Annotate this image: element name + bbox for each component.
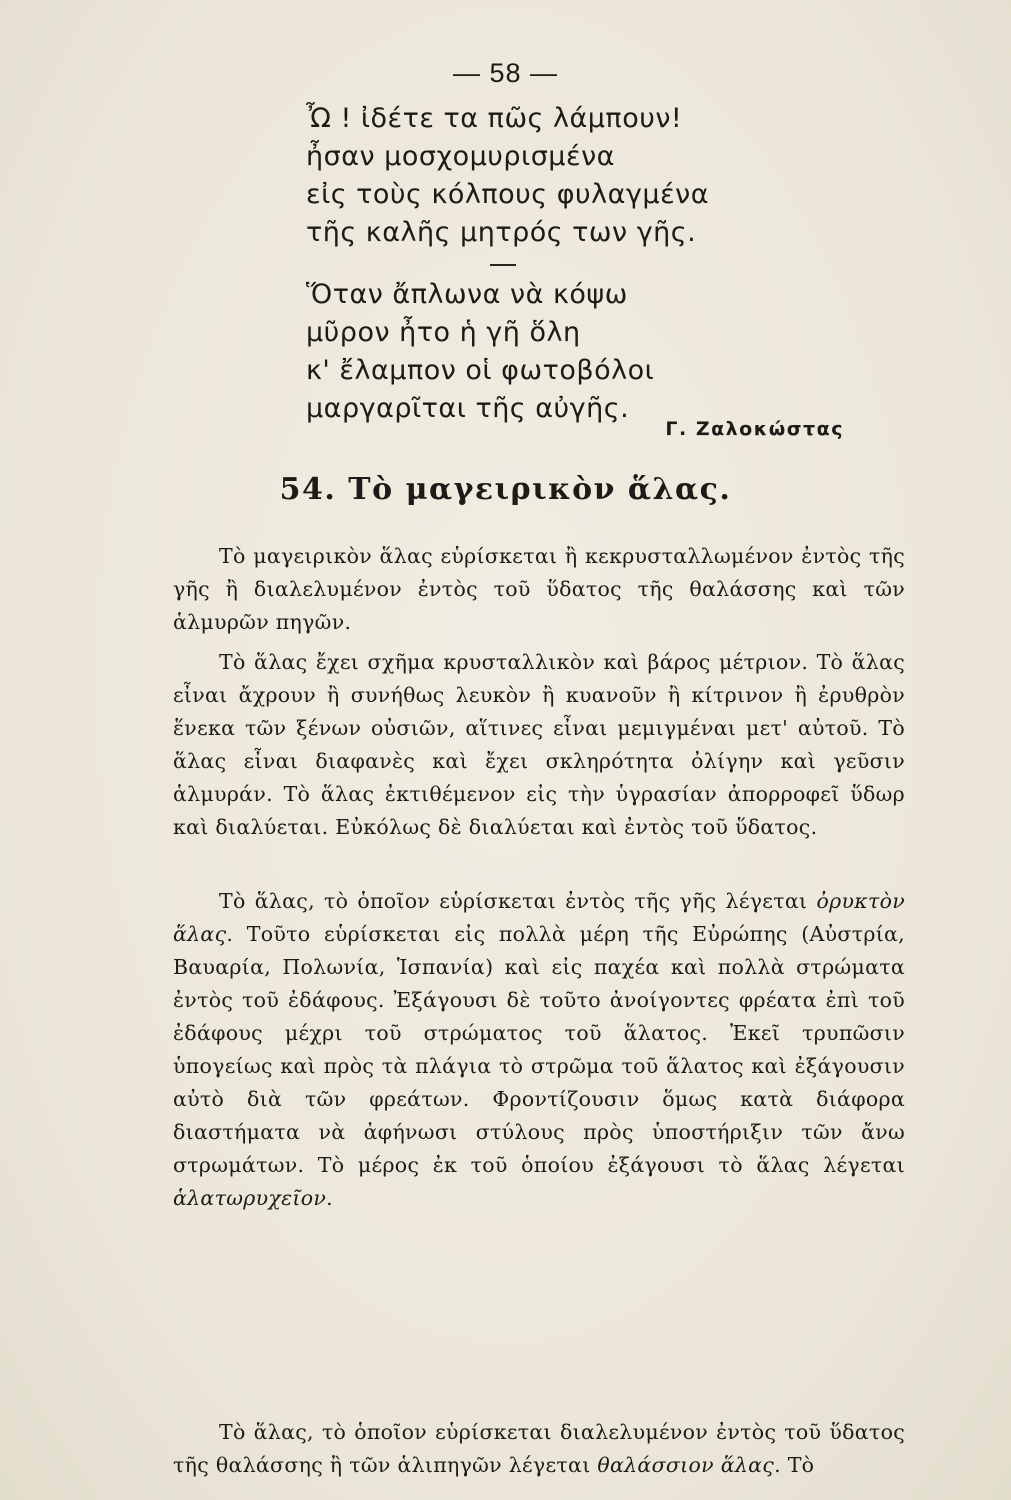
- paragraph-4: [173, 1416, 905, 1482]
- poem-line: εἰς τοὺς κόλπους φυλαγμένα: [306, 179, 710, 210]
- poem-author: Γ. Ζαλοκώστας: [665, 418, 844, 440]
- poem-line: μῦρον ἦτο ἡ γῆ ὅλη: [306, 317, 581, 348]
- page-number: — 58 —: [452, 58, 559, 88]
- paragraph-1: [173, 540, 905, 639]
- poem-line: Ὅταν ἄπλωνα νὰ κόψω: [306, 279, 628, 310]
- poem-stanza-1: [306, 100, 709, 252]
- text-run: Τὸ ἅλας, τὸ ὁποῖον εὑρίσκεται διαλελυμένον ἐντὸς τοῦ ὕδατος τῆς θαλάσσης ἢ τῶν ἁλιπηγῶν λέγεται: [173, 1420, 905, 1477]
- paragraph-2: [173, 646, 905, 844]
- stanza-divider: [490, 264, 516, 266]
- poem-stanza-2: [306, 276, 654, 428]
- poem-line: ἦσαν μοσχομυρισμένα: [306, 141, 615, 172]
- text-run: Τὸ ἅλας, τὸ ὁποῖον εὑρίσκεται ἐντὸς τῆς γῆς λέγεται: [219, 889, 817, 913]
- text-run: .: [326, 1186, 333, 1210]
- poem-line: μαργαρῖται τῆς αὐγῆς.: [306, 393, 630, 424]
- paragraph-text: Τὸ μαγειρικὸν ἅλας εὑρίσκεται ἢ κεκρυσταλλωμένον ἐντὸς τῆς γῆς ἢ διαλελυμένον ἐντὸς τοῦ ὕδατος τῆς θαλάσσης καὶ τῶν ἁλμυρῶν πηγῶν.: [173, 544, 905, 634]
- paragraph-text: [173, 1416, 905, 1482]
- poem-line: Ὦ ! ἰδέτε τα πῶς λάμπουν!: [306, 103, 683, 134]
- poem-line: τῆς καλῆς μητρός των γῆς.: [306, 217, 697, 248]
- section-title: 54. Τὸ μαγειρικὸν ἅλας.: [279, 472, 732, 507]
- term-salt-mine: ἁλατωρυχεῖον: [173, 1186, 327, 1210]
- poem-line: κ' ἔλαμπον οἱ φωτοβόλοι: [306, 355, 655, 386]
- term-sea-salt: θαλάσσιον ἅλας: [597, 1453, 775, 1477]
- text-run: . Τὸ: [774, 1453, 815, 1477]
- paragraph-text: [173, 885, 905, 1215]
- paragraph-text: Τὸ ἅλας ἔχει σχῆμα κρυσταλλικὸν καὶ βάρος μέτριον. Τὸ ἅλας εἶναι ἄχρουν ἢ συνήθως λευκὸν ἢ κυανοῦν ἢ κίτρινον ἢ ἐρυθρὸν ἕνεκα τῶν ξένων οὐσιῶν, αἵτινες εἶναι μεμιγμέναι μετ' αὐτοῦ. Τὸ ἅλας εἶναι διαφανὲς καὶ ἔχει σκληρότητα ὀλίγην καὶ γεῦσιν ἁλμυράν. Τὸ ἅλας ἐκτιθέμενον εἰς τὴν ὑγρασίαν ἀπορροφεῖ ὕδωρ καὶ διαλύεται. Εὐκόλως δὲ διαλύεται καὶ ἐντὸς τοῦ ὕδατος.: [173, 650, 905, 839]
- paragraph-3: [173, 885, 905, 1215]
- text-run: . Τοῦτο εὑρίσκεται εἰς πολλὰ μέρη τῆς Εὐρώπης (Αὐστρία, Βαυαρία, Πολωνία, Ἱσπανία) καὶ εἰς παχέα καὶ πολλὰ στρώματα ἐντὸς τοῦ ἐδάφους. Ἐξάγουσι δὲ τοῦτο ἀνοίγοντες φρέατα ἐπὶ τοῦ ἐδάφους μέχρι τοῦ στρώματος τοῦ ἅλατος. Ἐκεῖ τρυπῶσιν ὑπογείως καὶ πρὸς τὰ πλάγια τὸ στρῶμα τοῦ ἅλατος καὶ ἐξάγουσιν αὐτὸ διὰ τῶν φρεάτων. Φροντίζουσιν ὅμως κατὰ διάφορα διαστήματα νὰ ἀφήνωσι στύλους πρὸς ὑποστήριξιν τῶν ἄνω στρωμάτων. Τὸ μέρος ἐκ τοῦ ὁποίου ἐξάγουσι τὸ ἅλας λέγεται: [173, 922, 905, 1177]
- term-mineral-salt: ὀρυκτὸν ἅλας: [173, 889, 905, 946]
